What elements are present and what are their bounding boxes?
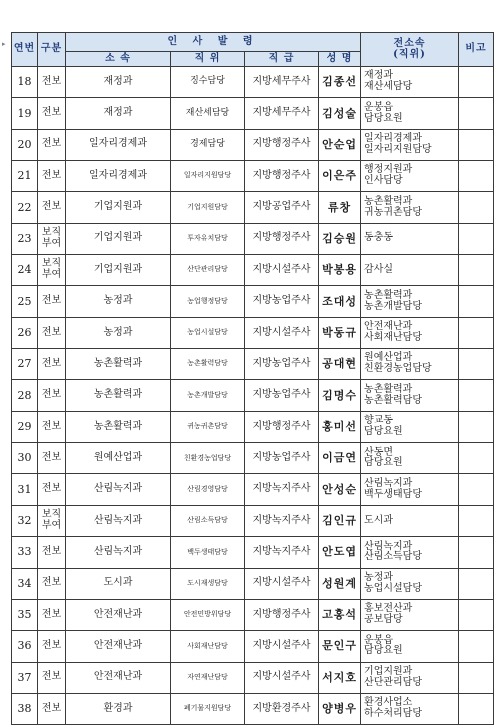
row-type-line: 전보 bbox=[41, 483, 62, 495]
row-previous-assignment-line: 환경사업소 bbox=[364, 697, 413, 709]
row-number: 35 bbox=[12, 599, 38, 630]
table-row bbox=[12, 286, 494, 317]
header-name: 성 명 bbox=[319, 52, 361, 67]
row-department: 농정과 bbox=[66, 286, 171, 317]
row-department: 도시과 bbox=[66, 568, 171, 599]
row-position: 징수담당 bbox=[171, 67, 245, 98]
row-type bbox=[38, 599, 66, 630]
row-type-line: 보직 bbox=[41, 227, 62, 239]
row-number: 30 bbox=[12, 443, 38, 474]
row-previous-assignment-line: 농촌개발담당 bbox=[364, 300, 422, 312]
row-note bbox=[459, 161, 494, 192]
row-note bbox=[459, 286, 494, 317]
row-previous-assignment bbox=[361, 98, 459, 129]
row-previous-assignment-line: 재정과 bbox=[364, 70, 394, 82]
row-department: 원예산업과 bbox=[66, 443, 171, 474]
row-type bbox=[38, 317, 66, 348]
row-name: 류창 bbox=[319, 192, 361, 223]
row-grade: 지방행정주사 bbox=[245, 411, 319, 442]
row-grade: 지방공업주사 bbox=[245, 192, 319, 223]
row-previous-assignment-line: 산림녹지과 bbox=[364, 477, 413, 489]
row-number: 31 bbox=[12, 474, 38, 505]
row-note bbox=[459, 631, 494, 662]
row-department: 기업지원과 bbox=[66, 255, 171, 286]
row-previous-assignment-line: 하수처리담당 bbox=[364, 708, 422, 720]
row-grade: 지방시설주사 bbox=[245, 317, 319, 348]
row-type-line: 전보 bbox=[41, 451, 62, 463]
row-department: 안전재난과 bbox=[66, 631, 171, 662]
row-name: 성원계 bbox=[319, 568, 361, 599]
table-row bbox=[12, 443, 494, 474]
row-note bbox=[459, 474, 494, 505]
row-grade: 지방농업주사 bbox=[245, 380, 319, 411]
row-type-line: 전보 bbox=[41, 545, 62, 557]
table-row bbox=[12, 67, 494, 98]
row-previous-assignment-line: 행정지원과 bbox=[364, 164, 413, 176]
row-previous-assignment-line: 산림소득담당 bbox=[364, 551, 422, 563]
row-previous-assignment-line: 친환경농업담당 bbox=[364, 363, 432, 375]
table-row bbox=[12, 223, 494, 254]
row-name: 안성순 bbox=[319, 474, 361, 505]
row-note bbox=[459, 505, 494, 536]
row-note bbox=[459, 317, 494, 348]
row-previous-assignment bbox=[361, 568, 459, 599]
row-previous-assignment-line: 백두생태담당 bbox=[364, 488, 422, 500]
row-note bbox=[459, 98, 494, 129]
row-type-line: 보직 bbox=[41, 509, 62, 521]
row-name: 김종선 bbox=[319, 67, 361, 98]
header-dest-line-2: (직위) bbox=[393, 48, 426, 60]
row-grade: 지방녹지주사 bbox=[245, 505, 319, 536]
row-previous-assignment bbox=[361, 474, 459, 505]
row-position: 도시재생담당 bbox=[171, 568, 245, 599]
row-previous-assignment bbox=[361, 129, 459, 160]
row-position: 기업지원담당 bbox=[171, 192, 245, 223]
row-position: 사회재난담당 bbox=[171, 631, 245, 662]
row-type bbox=[38, 98, 66, 129]
table-row bbox=[12, 474, 494, 505]
row-position: 안전민방위담당 bbox=[171, 599, 245, 630]
row-name: 김성술 bbox=[319, 98, 361, 129]
row-previous-assignment-line: 농업시설담당 bbox=[364, 582, 422, 594]
row-previous-assignment bbox=[361, 537, 459, 568]
row-number: 24 bbox=[12, 255, 38, 286]
scan-edge-mark: ▸ bbox=[2, 40, 6, 48]
row-previous-assignment bbox=[361, 349, 459, 380]
row-position: 농촌개발담당 bbox=[171, 380, 245, 411]
row-number: 27 bbox=[12, 349, 38, 380]
row-department: 산림녹지과 bbox=[66, 505, 171, 536]
row-type-line: 부여 bbox=[41, 519, 62, 531]
row-department: 농정과 bbox=[66, 317, 171, 348]
row-previous-assignment-line: 담당요원 bbox=[364, 425, 403, 437]
row-previous-assignment-line: 사회재난담당 bbox=[364, 331, 422, 343]
row-grade: 지방세무주사 bbox=[245, 67, 319, 98]
table-row bbox=[12, 537, 494, 568]
row-type-line: 전보 bbox=[41, 702, 62, 714]
row-note bbox=[459, 192, 494, 223]
row-grade: 지방행정주사 bbox=[245, 599, 319, 630]
row-note bbox=[459, 537, 494, 568]
row-previous-assignment-line: 운봉읍 bbox=[364, 634, 394, 646]
row-number: 38 bbox=[12, 693, 38, 724]
row-previous-assignment-line: 인사담당 bbox=[364, 175, 403, 187]
header-no: 연번 bbox=[12, 33, 38, 67]
row-previous-assignment bbox=[361, 662, 459, 693]
row-note bbox=[459, 662, 494, 693]
row-number: 22 bbox=[12, 192, 38, 223]
table-row bbox=[12, 662, 494, 693]
row-grade: 지방녹지주사 bbox=[245, 537, 319, 568]
table-row bbox=[12, 631, 494, 662]
row-position: 재산세담당 bbox=[171, 98, 245, 129]
row-number: 29 bbox=[12, 411, 38, 442]
row-type bbox=[38, 223, 66, 254]
row-position: 농업시설담당 bbox=[171, 317, 245, 348]
row-type bbox=[38, 568, 66, 599]
row-position: 자연재난담당 bbox=[171, 662, 245, 693]
row-type-line: 전보 bbox=[41, 75, 62, 87]
row-name: 이은주 bbox=[319, 161, 361, 192]
table-row bbox=[12, 98, 494, 129]
header-note: 비고 bbox=[459, 33, 494, 67]
row-previous-assignment-line: 농촌활력과 bbox=[364, 195, 413, 207]
row-name: 김인규 bbox=[319, 505, 361, 536]
row-name: 박봉용 bbox=[319, 255, 361, 286]
personnel-appointment-sheet bbox=[11, 32, 493, 725]
row-note bbox=[459, 223, 494, 254]
row-number: 19 bbox=[12, 98, 38, 129]
row-type-line: 전보 bbox=[41, 169, 62, 181]
table-row bbox=[12, 693, 494, 724]
row-note bbox=[459, 349, 494, 380]
row-grade: 지방시설주사 bbox=[245, 662, 319, 693]
row-previous-assignment bbox=[361, 317, 459, 348]
row-previous-assignment-line: 농정과 bbox=[364, 571, 394, 583]
row-grade: 지방시설주사 bbox=[245, 631, 319, 662]
row-number: 18 bbox=[12, 67, 38, 98]
row-position: 일자리지원담당 bbox=[171, 161, 245, 192]
row-note bbox=[459, 443, 494, 474]
row-position: 산림소득담당 bbox=[171, 505, 245, 536]
row-type-line: 전보 bbox=[41, 420, 62, 432]
table-row bbox=[12, 505, 494, 536]
row-grade: 지방농업주사 bbox=[245, 286, 319, 317]
row-number: 32 bbox=[12, 505, 38, 536]
row-number: 23 bbox=[12, 223, 38, 254]
row-previous-assignment bbox=[361, 286, 459, 317]
row-note bbox=[459, 599, 494, 630]
row-type-line: 전보 bbox=[41, 138, 62, 150]
row-type bbox=[38, 67, 66, 98]
row-previous-assignment-line: 홍보전산과 bbox=[364, 603, 413, 615]
row-previous-assignment-line: 동충동 bbox=[364, 232, 394, 244]
row-department: 재정과 bbox=[66, 67, 171, 98]
row-note bbox=[459, 129, 494, 160]
row-type bbox=[38, 380, 66, 411]
row-number: 25 bbox=[12, 286, 38, 317]
row-department: 재정과 bbox=[66, 98, 171, 129]
row-type-line: 전보 bbox=[41, 577, 62, 589]
table-row bbox=[12, 255, 494, 286]
row-previous-assignment bbox=[361, 255, 459, 286]
row-previous-assignment-line: 귀농귀촌담당 bbox=[364, 206, 422, 218]
row-type bbox=[38, 631, 66, 662]
row-grade: 지방농업주사 bbox=[245, 443, 319, 474]
row-name: 안도엽 bbox=[319, 537, 361, 568]
row-previous-assignment bbox=[361, 223, 459, 254]
row-type bbox=[38, 411, 66, 442]
row-previous-assignment-line: 안전재난과 bbox=[364, 321, 413, 333]
row-position: 투자유치담당 bbox=[171, 223, 245, 254]
row-name: 문인구 bbox=[319, 631, 361, 662]
row-previous-assignment bbox=[361, 161, 459, 192]
row-department: 일자리경제과 bbox=[66, 161, 171, 192]
row-type-line: 전보 bbox=[41, 608, 62, 620]
row-number: 34 bbox=[12, 568, 38, 599]
row-previous-assignment bbox=[361, 631, 459, 662]
row-note bbox=[459, 693, 494, 724]
row-previous-assignment bbox=[361, 411, 459, 442]
row-type bbox=[38, 286, 66, 317]
row-previous-assignment-line: 농촌활력담당 bbox=[364, 394, 422, 406]
row-note bbox=[459, 380, 494, 411]
table-row bbox=[12, 317, 494, 348]
row-previous-assignment-line: 담당요원 bbox=[364, 645, 403, 657]
row-previous-assignment-line: 담당요원 bbox=[364, 457, 403, 469]
row-type bbox=[38, 505, 66, 536]
row-name: 양병우 bbox=[319, 693, 361, 724]
row-position: 산림경영담당 bbox=[171, 474, 245, 505]
row-type bbox=[38, 443, 66, 474]
row-note bbox=[459, 255, 494, 286]
row-type bbox=[38, 192, 66, 223]
row-previous-assignment bbox=[361, 67, 459, 98]
row-type bbox=[38, 349, 66, 380]
row-type-line: 보직 bbox=[41, 258, 62, 270]
row-name: 고홍석 bbox=[319, 599, 361, 630]
row-type-line: 전보 bbox=[41, 639, 62, 651]
row-position: 폐기물지원담당 bbox=[171, 693, 245, 724]
table-header bbox=[12, 33, 494, 67]
table-row bbox=[12, 349, 494, 380]
row-department: 기업지원과 bbox=[66, 192, 171, 223]
row-type-line: 전보 bbox=[41, 295, 62, 307]
row-grade: 지방행정주사 bbox=[245, 161, 319, 192]
row-previous-assignment-line: 일자리경제과 bbox=[364, 133, 422, 145]
row-previous-assignment bbox=[361, 599, 459, 630]
row-name: 안순업 bbox=[319, 129, 361, 160]
row-department: 일자리경제과 bbox=[66, 129, 171, 160]
row-type-line: 전보 bbox=[41, 201, 62, 213]
header-type: 구분 bbox=[38, 33, 66, 67]
row-type bbox=[38, 537, 66, 568]
row-grade: 지방시설주사 bbox=[245, 568, 319, 599]
row-grade: 지방시설주사 bbox=[245, 255, 319, 286]
row-previous-assignment-line: 일자리지원담당 bbox=[364, 143, 432, 155]
header-appointment-group: 인 사 발 령 bbox=[66, 33, 361, 52]
row-previous-assignment bbox=[361, 505, 459, 536]
row-number: 26 bbox=[12, 317, 38, 348]
row-name: 서지호 bbox=[319, 662, 361, 693]
row-type-line: 전보 bbox=[41, 326, 62, 338]
row-note bbox=[459, 411, 494, 442]
row-number: 21 bbox=[12, 161, 38, 192]
row-previous-assignment bbox=[361, 380, 459, 411]
row-department: 산림녹지과 bbox=[66, 537, 171, 568]
row-type bbox=[38, 474, 66, 505]
table-row bbox=[12, 192, 494, 223]
table-row bbox=[12, 411, 494, 442]
header-dest-line-1: 전소속 bbox=[393, 37, 426, 49]
row-department: 산림녹지과 bbox=[66, 474, 171, 505]
table-row bbox=[12, 568, 494, 599]
row-number: 36 bbox=[12, 631, 38, 662]
row-type-line: 전보 bbox=[41, 357, 62, 369]
row-type bbox=[38, 161, 66, 192]
row-number: 37 bbox=[12, 662, 38, 693]
row-type bbox=[38, 662, 66, 693]
row-previous-assignment-line: 원예산업과 bbox=[364, 352, 413, 364]
row-position: 농촌활력담당 bbox=[171, 349, 245, 380]
header-dept: 소 속 bbox=[66, 52, 171, 67]
row-type-line: 전보 bbox=[41, 107, 62, 119]
row-department: 기업지원과 bbox=[66, 223, 171, 254]
row-previous-assignment-line: 담당요원 bbox=[364, 112, 403, 124]
row-previous-assignment-line: 향교동 bbox=[364, 415, 394, 427]
row-department: 농촌활력과 bbox=[66, 349, 171, 380]
row-number: 28 bbox=[12, 380, 38, 411]
row-department: 농촌활력과 bbox=[66, 380, 171, 411]
row-name: 이금연 bbox=[319, 443, 361, 474]
row-previous-assignment-line: 감사실 bbox=[364, 263, 394, 275]
table-row bbox=[12, 161, 494, 192]
row-position: 산단관리담당 bbox=[171, 255, 245, 286]
row-note bbox=[459, 568, 494, 599]
row-name: 박동규 bbox=[319, 317, 361, 348]
row-previous-assignment-line: 운봉읍 bbox=[364, 101, 394, 113]
table-row bbox=[12, 380, 494, 411]
row-grade: 지방환경주사 bbox=[245, 693, 319, 724]
row-type-line: 전보 bbox=[41, 389, 62, 401]
row-type bbox=[38, 255, 66, 286]
row-department: 농촌활력과 bbox=[66, 411, 171, 442]
row-type-line: 부여 bbox=[41, 269, 62, 281]
row-previous-assignment bbox=[361, 443, 459, 474]
row-position: 농업행정담당 bbox=[171, 286, 245, 317]
row-type bbox=[38, 129, 66, 160]
header-previous-assignment bbox=[361, 33, 459, 67]
row-position: 백두생태담당 bbox=[171, 537, 245, 568]
row-name: 조대성 bbox=[319, 286, 361, 317]
row-previous-assignment-line: 산단관리담당 bbox=[364, 676, 422, 688]
row-name: 홍미선 bbox=[319, 411, 361, 442]
row-position: 경제담당 bbox=[171, 129, 245, 160]
row-previous-assignment-line: 도시과 bbox=[364, 514, 394, 526]
row-grade: 지방녹지주사 bbox=[245, 474, 319, 505]
row-type-line: 전보 bbox=[41, 671, 62, 683]
personnel-table bbox=[11, 32, 494, 725]
row-name: 공대현 bbox=[319, 349, 361, 380]
row-department: 안전재난과 bbox=[66, 662, 171, 693]
row-grade: 지방농업주사 bbox=[245, 349, 319, 380]
row-previous-assignment-line: 공보담당 bbox=[364, 614, 403, 626]
row-previous-assignment-line: 산동면 bbox=[364, 446, 394, 458]
row-previous-assignment-line: 농촌활력과 bbox=[364, 289, 413, 301]
table-row bbox=[12, 129, 494, 160]
row-previous-assignment-line: 농촌활력과 bbox=[364, 383, 413, 395]
row-type bbox=[38, 693, 66, 724]
row-previous-assignment-line: 산림녹지과 bbox=[364, 540, 413, 552]
table-body bbox=[12, 67, 494, 725]
row-previous-assignment bbox=[361, 192, 459, 223]
row-type-line: 부여 bbox=[41, 237, 62, 249]
row-previous-assignment-line: 재산세담당 bbox=[364, 81, 413, 93]
row-name: 김명수 bbox=[319, 380, 361, 411]
row-grade: 지방행정주사 bbox=[245, 129, 319, 160]
row-note bbox=[459, 67, 494, 98]
row-previous-assignment-line: 기업지원과 bbox=[364, 665, 413, 677]
header-position: 직 위 bbox=[171, 52, 245, 67]
header-grade: 직 급 bbox=[245, 52, 319, 67]
row-number: 20 bbox=[12, 129, 38, 160]
row-department: 환경과 bbox=[66, 693, 171, 724]
row-grade: 지방세무주사 bbox=[245, 98, 319, 129]
row-position: 귀농귀촌담당 bbox=[171, 411, 245, 442]
table-row bbox=[12, 599, 494, 630]
row-previous-assignment bbox=[361, 693, 459, 724]
row-name: 김승원 bbox=[319, 223, 361, 254]
row-position: 친환경농업담당 bbox=[171, 443, 245, 474]
row-number: 33 bbox=[12, 537, 38, 568]
row-grade: 지방행정주사 bbox=[245, 223, 319, 254]
row-department: 안전재난과 bbox=[66, 599, 171, 630]
